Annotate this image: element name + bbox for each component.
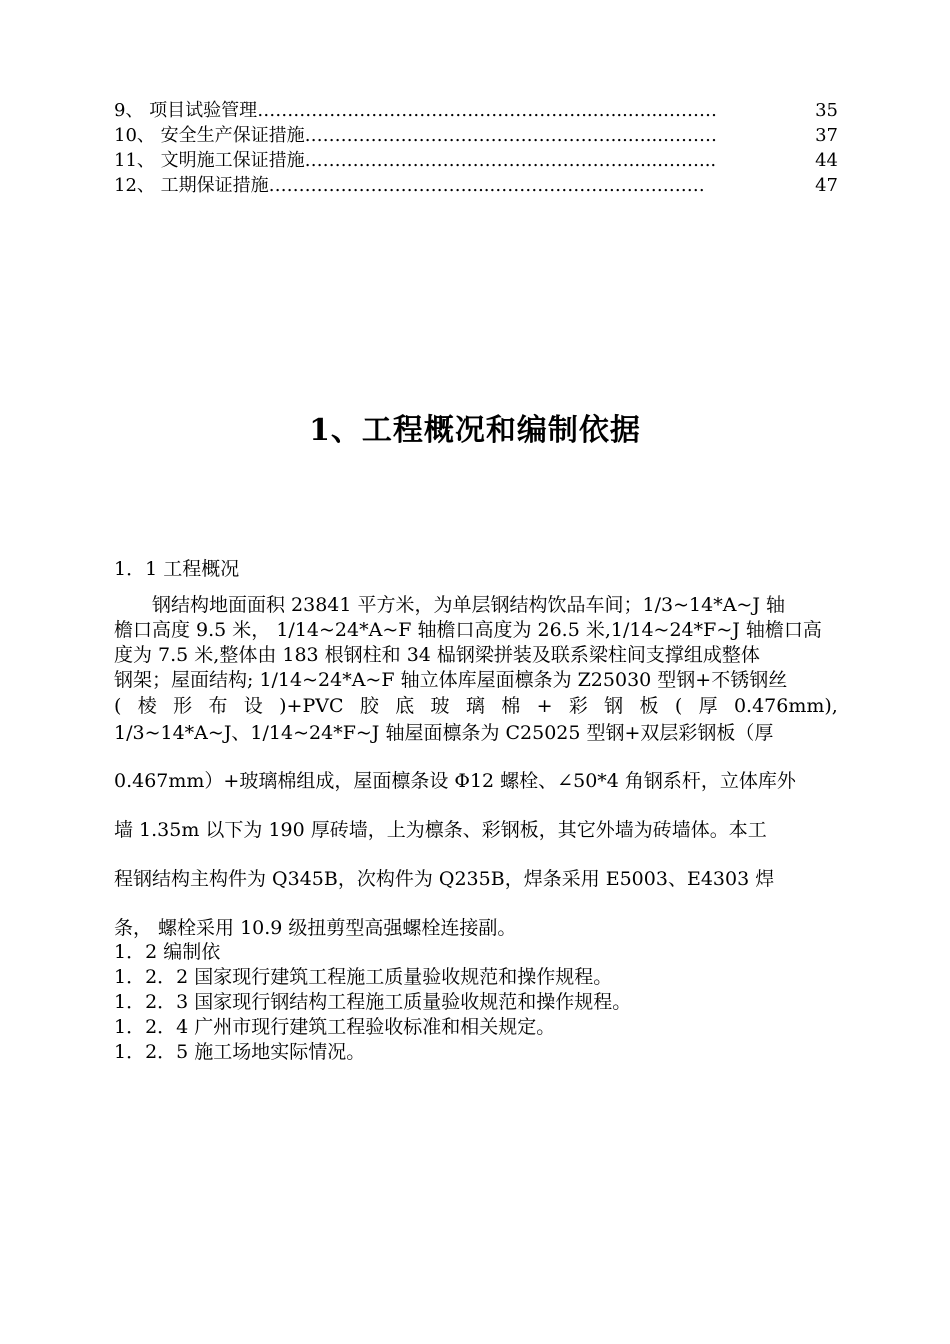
toc-page-number: 37 [815, 125, 838, 146]
toc-row[interactable] [114, 123, 838, 148]
word: 胶 [359, 695, 379, 717]
word: 布 [208, 695, 228, 717]
toc-leader-dots: ………………………………………………..…...…...……… [257, 100, 717, 121]
paragraph-line: 度为 7.5 米,整体由 183 根钢柱和 34 榀钢梁拼装及联系梁柱间支撑组成整体 [114, 644, 760, 666]
toc-label: 9、 项目试验管理 [114, 100, 258, 121]
toc-label: 12、 工期保证措施 [114, 175, 269, 196]
word: 棱 [137, 695, 157, 717]
toc-label: 10、 安全生产保证措施 [114, 125, 305, 146]
list-item: 1．2．2 国家现行建筑工程施工质量验收规范和操作规程。 [114, 966, 613, 988]
list-item: 1．2．4 广州市现行建筑工程验收标准和相关规定。 [114, 1016, 556, 1038]
toc-row[interactable] [114, 148, 838, 173]
word: 璃 [465, 695, 485, 717]
paragraph-line-justified [114, 693, 838, 720]
table-of-contents [114, 98, 838, 198]
word: ( [674, 695, 683, 717]
word: 厚 [698, 695, 718, 717]
toc-row[interactable] [114, 98, 838, 123]
word: 棉 [501, 695, 521, 717]
toc-leader-dots: ……………………………………………...…...……… [304, 125, 717, 146]
chapter-title: 1、工程概况和编制依据 [309, 413, 641, 448]
paragraph-line: 墙 1.35m 以下为 190 厚砖墙，上为檩条、彩钢板，其它外墙为砖墙体。本工 [114, 819, 767, 841]
word: 0.476mm), [733, 695, 838, 717]
list-item: 1．2．3 国家现行钢结构工程施工质量验收规范和操作规程。 [114, 991, 632, 1013]
word: 彩 [568, 695, 588, 717]
toc-page-number: 35 [815, 100, 838, 121]
compilation-basis-section [114, 940, 838, 1065]
word: 设 [243, 695, 263, 717]
toc-leader-dots: …………………………….....………………..…………… [268, 175, 705, 196]
word: 板 [639, 695, 659, 717]
paragraph-line: 钢架；屋面结构; 1/14~24*A~F 轴立体库屋面檩条为 Z25030 型钢+不锈钢丝 [114, 669, 788, 691]
word: 底 [395, 695, 415, 717]
toc-label: 11、 文明施工保证措施 [114, 150, 305, 171]
word: 形 [173, 695, 193, 717]
project-overview-paragraph [114, 593, 838, 942]
paragraph-line: 1/3~14*A~J、1/14~24*F~J 轴屋面檩条为 C25025 型钢+双层彩钢板（厚 [114, 722, 774, 744]
paragraph-line: 钢结构地面面积 23841 平方米，为单层钢结构饮品车间；1/3~14*A~J 轴 [114, 594, 785, 616]
section-heading-1-1: 1．1 工程概况 [114, 558, 240, 580]
word: + [536, 695, 553, 717]
word: ( [114, 695, 122, 717]
paragraph-line: 程钢结构主构件为 Q345B，次构件为 Q235B，焊条采用 E5003、E4303 焊 [114, 868, 775, 890]
toc-row[interactable] [114, 173, 838, 198]
toc-page-number: 44 [815, 150, 838, 171]
list-item: 1．2．5 施工场地实际情况。 [114, 1041, 366, 1063]
word: )+PVC [279, 695, 344, 717]
word: 钢 [604, 695, 624, 717]
section-heading-1-2: 1．2 编制依 [114, 941, 221, 963]
paragraph-line: 0.467mm）+玻璃棉组成，屋面檩条设 Φ12 螺栓、∠50*4 角钢系杆，立体库外 [114, 770, 796, 792]
word: 玻 [430, 695, 450, 717]
toc-leader-dots: ………………………………………………......……... [304, 150, 717, 171]
paragraph-line: 条， 螺栓采用 10.9 级扭剪型高强螺栓连接副。 [114, 917, 517, 939]
toc-page-number: 47 [815, 175, 838, 196]
paragraph-line: 檐口高度 9.5 米， 1/14~24*A~F 轴檐口高度为 26.5 米,1/14~24*F~J 轴檐口高 [114, 619, 822, 641]
